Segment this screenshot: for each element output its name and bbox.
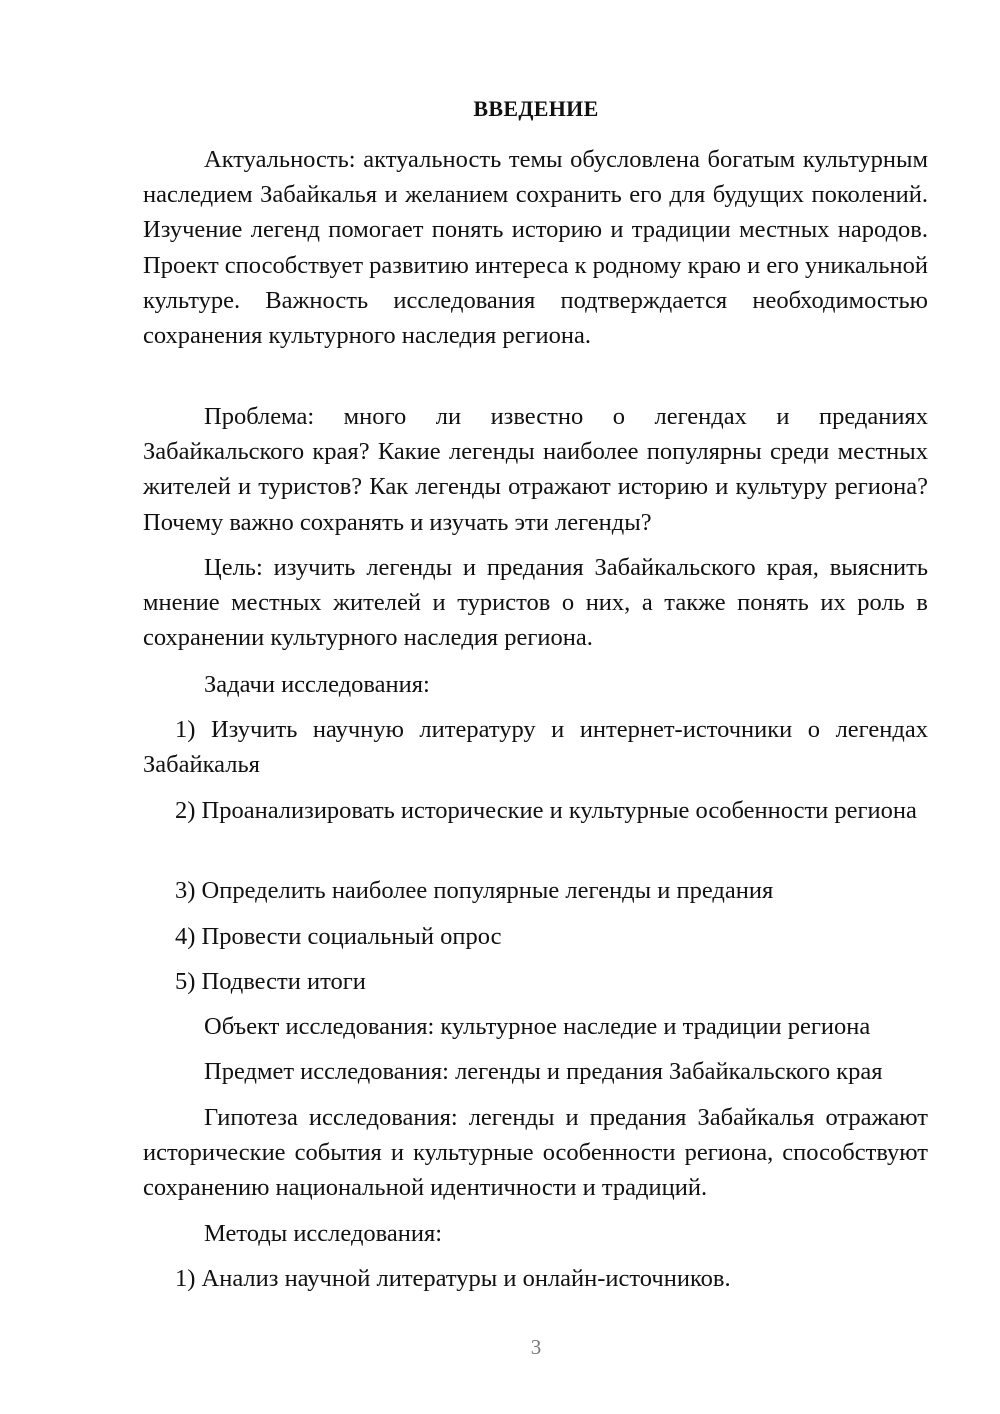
method-item-1: 1) Анализ научной литературы и онлайн-источников.	[175, 1265, 731, 1292]
methods-title: Методы исследования:	[204, 1220, 443, 1247]
task-item-1: 1) Изучить научную литературу и интернет-источники о легендах Забайкалья	[143, 716, 928, 779]
task-item-5: 5) Подвести итоги	[175, 968, 366, 995]
task-item-3: 3) Определить наиболее популярные легенды и предания	[175, 877, 774, 904]
relevance-paragraph: Актуальность: актуальность темы обусловлена богатым культурным наследием Забайкалья и желанием сохранить его для будущих поколений. Изучение легенд помогает понять историю и традиции местных народов. Проект способствует развитию интереса к родному краю и его уникальной культуре. Важность исследования подтверждается необходимостью сохранения культурного наследия региона.	[143, 146, 929, 350]
task-item-4: 4) Провести социальный опрос	[175, 923, 502, 950]
hypothesis-paragraph: Гипотеза исследования: легенды и предания Забайкалья отражают исторические события и культурные особенности региона, способствуют сохранению национальной идентичности и традиций.	[143, 1104, 928, 1202]
subject-paragraph: Предмет исследования: легенды и предания Забайкальского края	[204, 1058, 883, 1085]
task-item-2: 2) Проанализировать исторические и культурные особенности региона	[175, 797, 917, 824]
problem-paragraph: Проблема: много ли известно о легендах и преданиях Забайкальского края? Какие легенды наиболее популярны среди местных жителей и туристов? Как легенды отражают историю и культуру региона? Почему важно сохранять и изучать эти легенды?	[143, 403, 928, 536]
tasks-title: Задачи исследования:	[204, 671, 430, 698]
section-heading: ВВЕДЕНИЕ	[473, 96, 599, 121]
page-number: 3	[530, 1335, 542, 1359]
object-paragraph: Объект исследования: культурное наследие и традиции региона	[204, 1013, 871, 1040]
goal-paragraph: Цель: изучить легенды и предания Забайкальского края, выяснить мнение местных жителей и туристов о них, а также понять их роль в сохранении культурного наследия региона.	[143, 554, 928, 652]
